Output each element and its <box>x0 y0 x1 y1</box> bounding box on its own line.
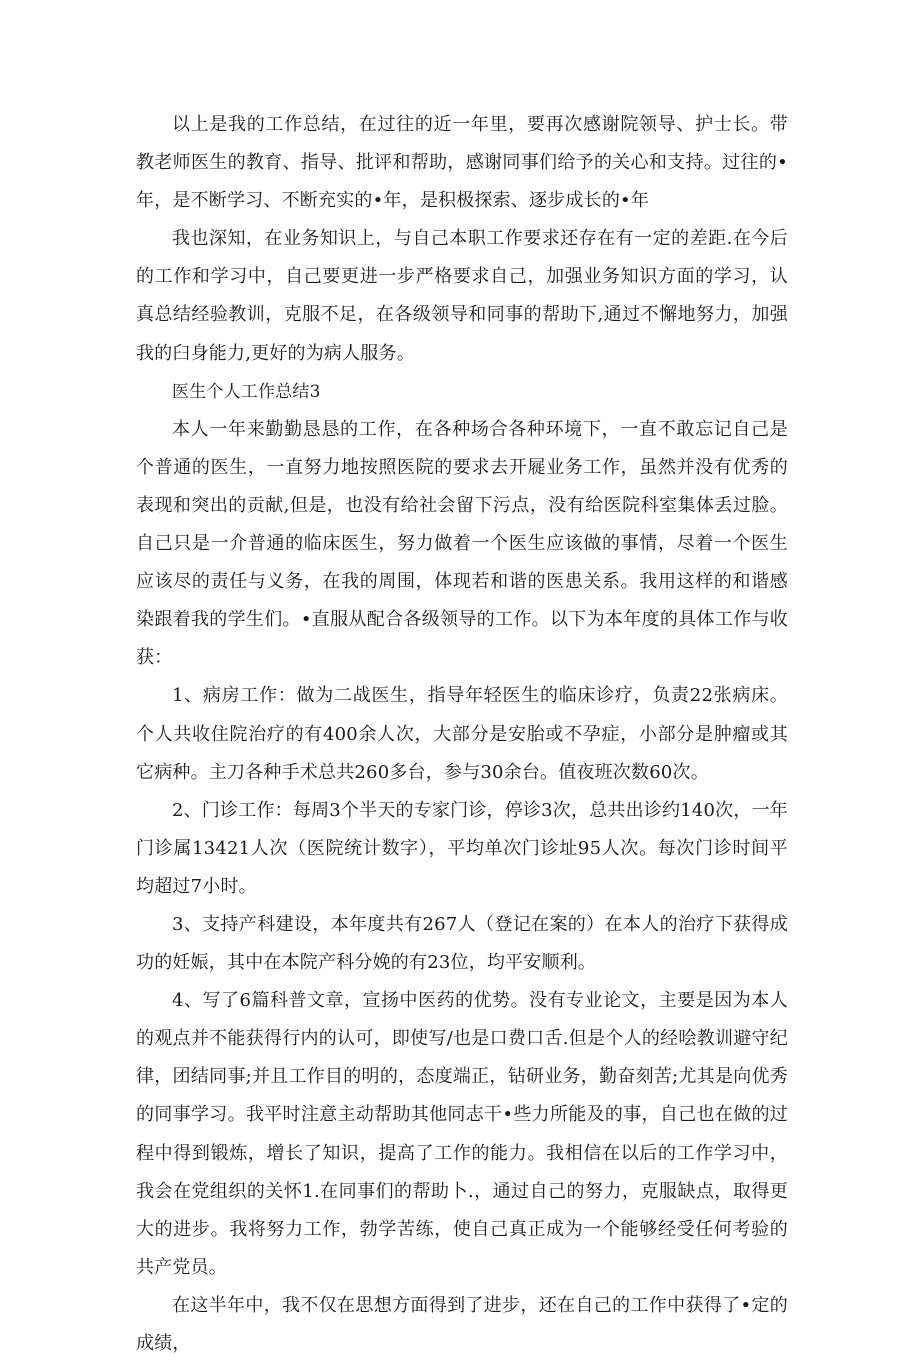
paragraph-articles: 4、写了6篇科普文章，宣扬中医药的优势。没有专业论文，主要是因为本人的观点并不能获得行内的认可，即使写/也是口费口舌.但是个人的经哙教训避守纪律，团结同事;并且工作目的明的，态度端正，钻研业务，勤奋刻苦;尤其是向优秀的同事学习。我平时注意主动帮助其他同志干•些力所能及的事，自己也在做的过程中得到锻炼，增长了知识，提高了工作的能力。我相信在以后的工作学习中，我会在党组织的关怀1.在同事们的帮助卜.，通过自己的努力，克服缺点，取得更大的进步。我将努力工作，勃学苦练，使自己真正成为一个能够经受任何考验的共产党员。 <box>136 990 788 1278</box>
paragraph-intro: 本人一年来勤勤恳恳的工作，在各种场合各种环境下，一直不敢忘记自己是个普通的医生，一直努力地按照医院的要求去开屣业务工作，虽然并没有优秀的表现和突出的贡献,但是，也没有给社会留下污点，没有给医院科室集体丢过脸。自己只是一介普通的临床医生，努力做着一个医生应该做的事情，尽着一个医生应该尽的责任与义务，在我的周围，体现若和谐的医患关系。我用这样的和谐感染跟着我的学生们。•直服从配合各级领导的工作。以下为本年度的具体工作与收获： <box>136 418 788 669</box>
section-heading: 医生个人工作总结3 <box>172 381 321 402</box>
paragraph-self-improvement: 我也深知，在业务知识上，与自己本职工作要求还存在有一定的差距.在今后的工作和学习中，自己要更进一步严格要求自己，加强业务知识方面的学习，认真总结经验教训，克服不足，在各级领导和同事的帮助下,通过不懈地努力，加强我的臼身能力,更好的为病人服务。 <box>136 228 788 364</box>
paragraph-obstetrics: 3、支持产科建设，本年度共有267人（登记在案的）在本人的治疗下获得成功的妊娠，其中在本院产科分娩的有23位，均平安顺利。 <box>136 913 788 974</box>
document-page <box>136 106 788 1363</box>
paragraph-summary-thanks: 以上是我的工作总结，在过往的近一年里，要再次感谢院领导、护士长。带教老师医生的教育、指导、批评和帮助，感谢同事们给予的关心和支持。过往的•年，是不断学习、不断充实的•年，是积极探索、逐步成长的•年 <box>136 114 788 212</box>
paragraph-ward-work: 1、病房工作：做为二战医生，指导年轻医生的临床诊疗，负责22张病床。个人共收住院治疗的有400余人次，大部分是安胎或不孕症，小部分是肿瘤或其它病种。主刀各种手术总共260多台，参与30余台。值夜班次数60次。 <box>136 685 788 783</box>
paragraph-outpatient-work: 2、门诊工作：每周3个半天的专家门诊，停诊3次，总共出诊约140次，一年门诊属13421人次（医院统计数字），平均单次门诊址95人次。每次门诊时间平均超过7小时。 <box>136 799 788 897</box>
paragraph-half-year: 在这半年中，我不仅在思想方面得到了进步，还在自己的工作中获得了•定的成绩， <box>136 1294 788 1354</box>
